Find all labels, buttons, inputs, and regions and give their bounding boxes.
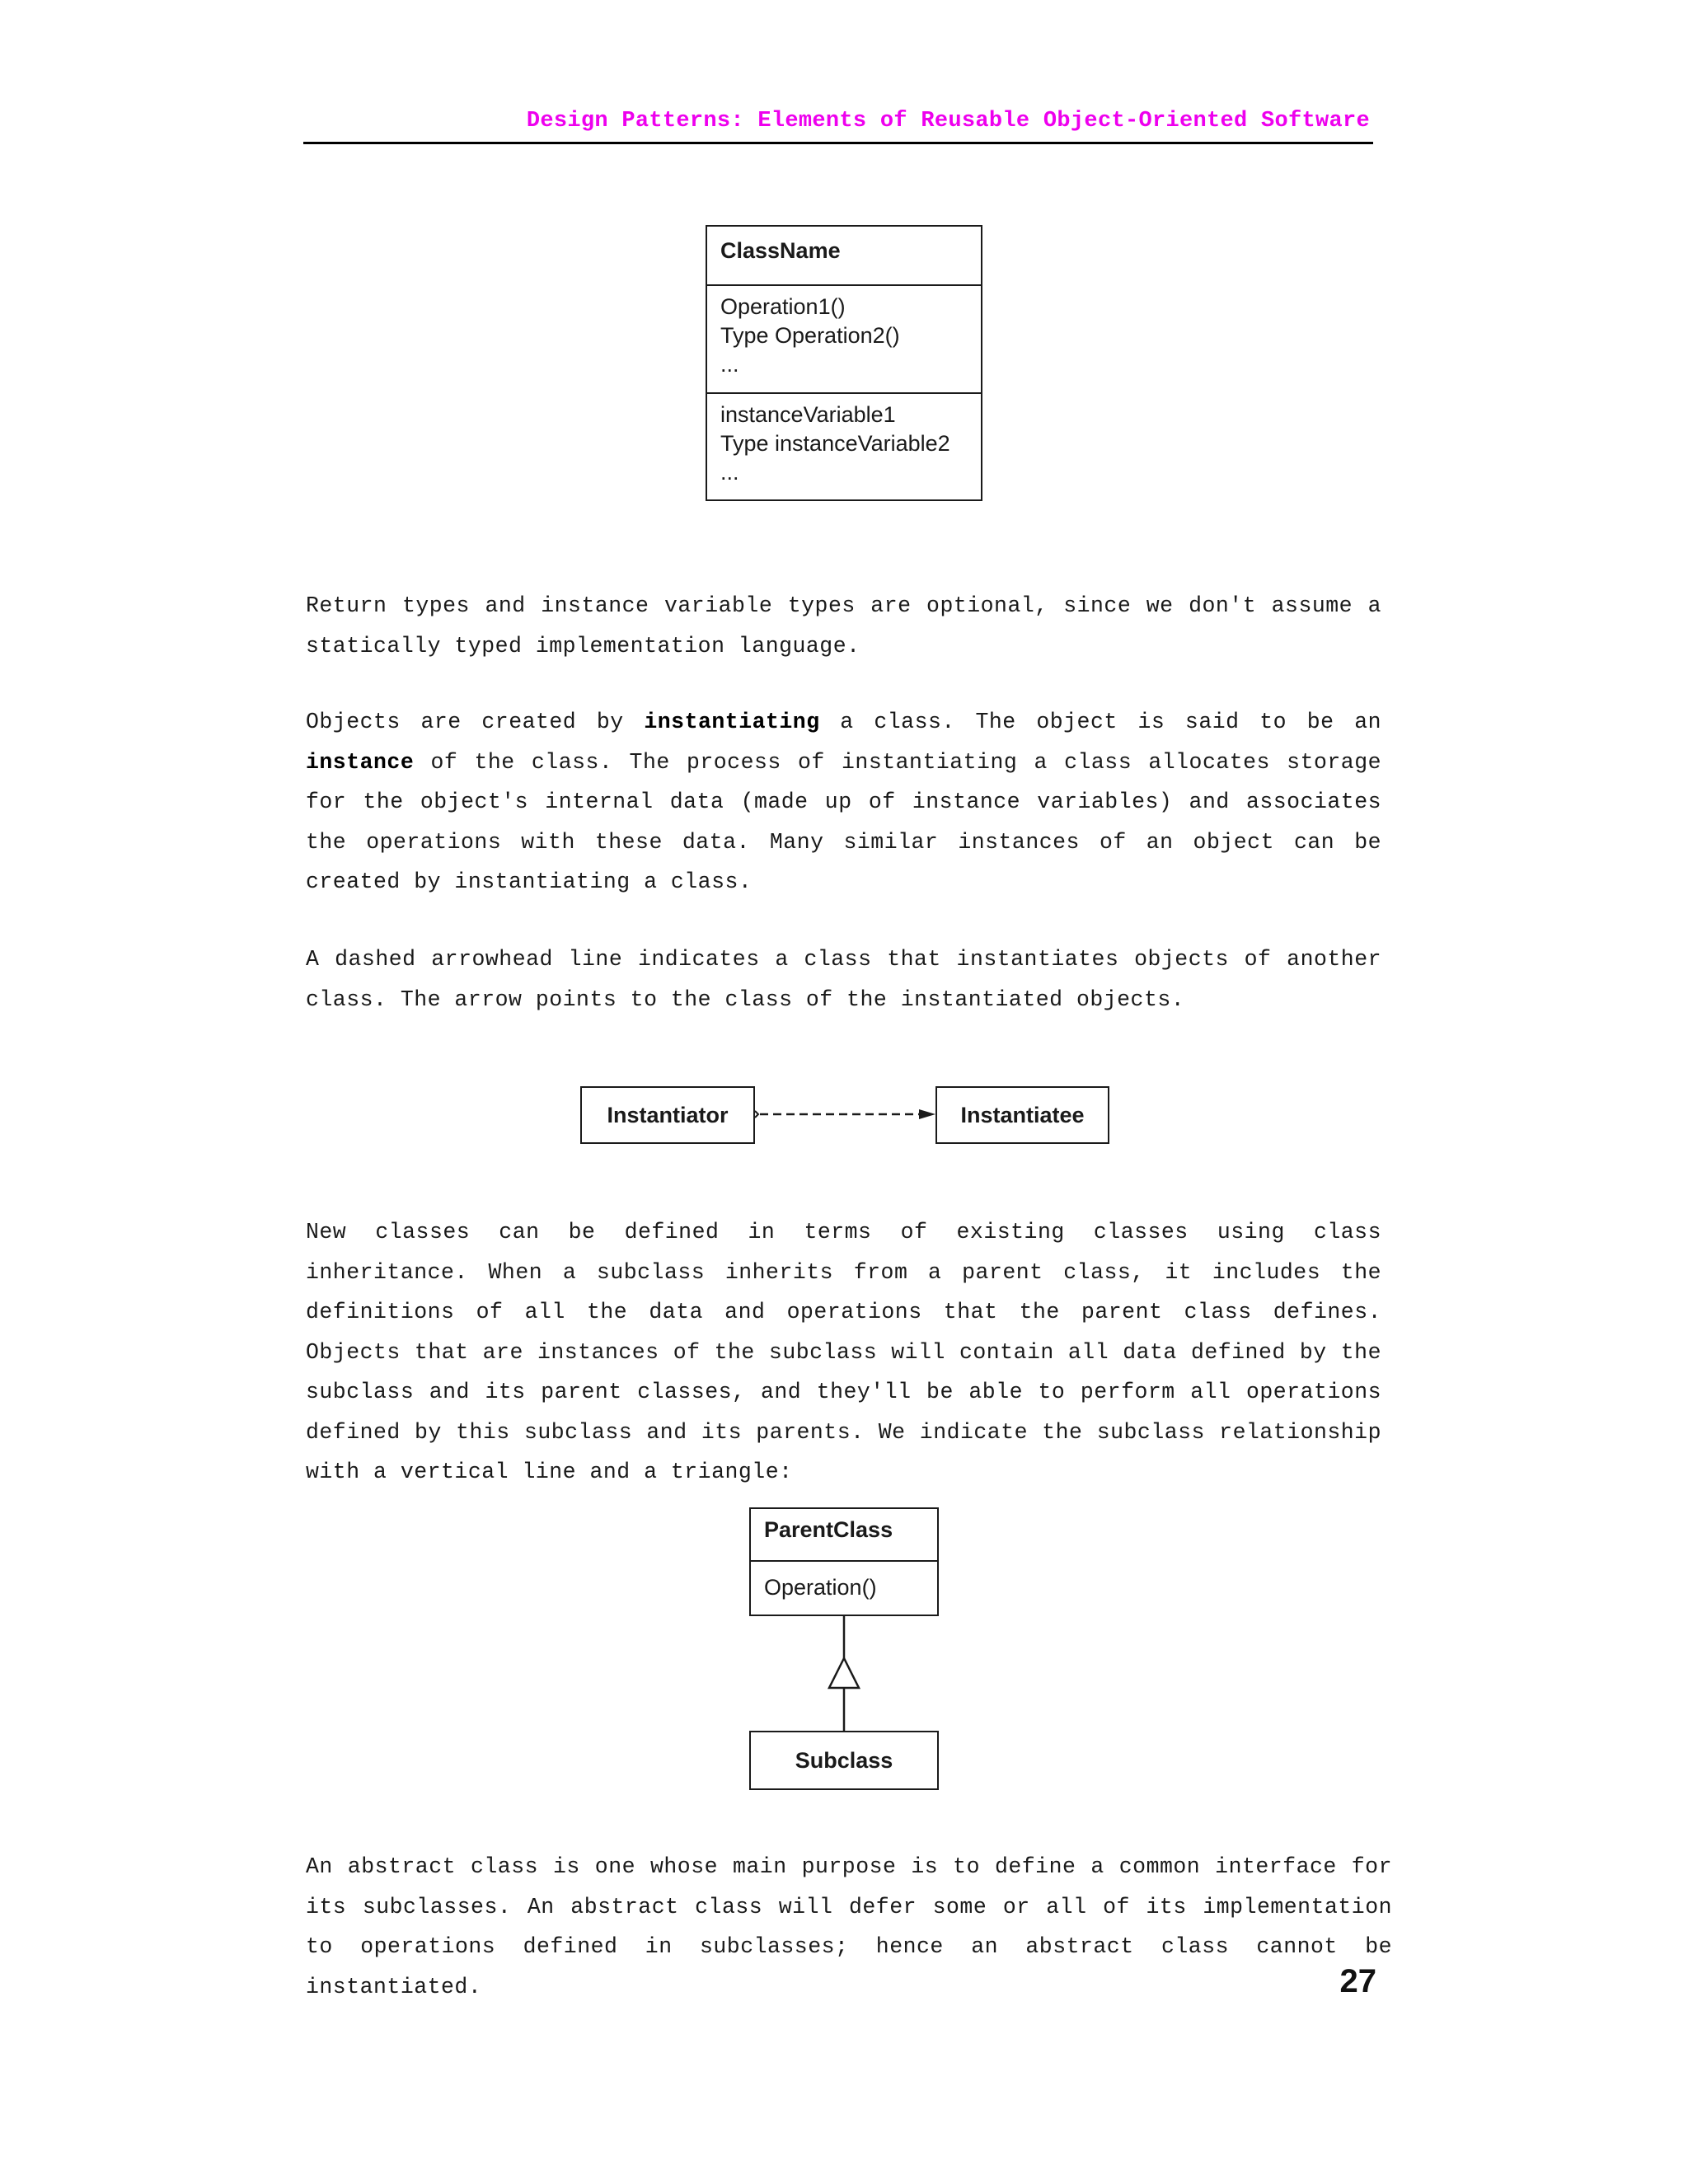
paragraph-dashed-arrow: A dashed arrowhead line indicates a class that instantiates objects of another class. The arrow points to the class of the instantiated objects. — [306, 947, 1381, 1012]
operation-line: ... — [720, 352, 739, 377]
operation-line: Type Operation2() — [720, 323, 900, 348]
variable-line: Type instanceVariable2 — [720, 431, 950, 456]
variable-line: instanceVariable1 — [720, 402, 896, 427]
instantiator-box — [580, 1086, 755, 1144]
operations-section — [707, 284, 981, 392]
dashed-instantiation-arrow — [752, 1103, 938, 1127]
paragraph-optional-types: Return types and instance variable types are optional, since we don't assume a statically typed implementation language. — [306, 593, 1381, 658]
term-instantiating: instantiating — [644, 710, 820, 734]
paragraph-inheritance: New classes can be defined in terms of existing classes using class inheritance. When a subclass inherits from a parent class, it includes the definitions of all the data and operations that the parent class defines. Objects that are instances of the subclass will contain all data defined by the subclass and its parent classes, and they'll be able to perform all operations defined by this subclass and its parents. We indicate the subclass relationship with a vertical line and a triangle: — [306, 1220, 1381, 1484]
subclass-box — [749, 1731, 939, 1790]
parent-class-name: ParentClass — [764, 1517, 893, 1542]
variable-line: ... — [720, 460, 739, 485]
variables-section — [707, 392, 981, 499]
parent-operations-section — [751, 1560, 937, 1616]
instantiator-label: Instantiator — [607, 1102, 729, 1127]
parent-operation-line: Operation() — [764, 1575, 877, 1600]
class-name: ClassName — [720, 238, 841, 263]
book-title: Design Patterns: Elements of Reusable Object-Oriented Software — [526, 109, 1370, 134]
operation-line: Operation1() — [720, 294, 846, 319]
inheritance-triangle-connector — [816, 1615, 872, 1732]
text-run: a class. The object is said to be an — [819, 710, 1381, 734]
paragraph-abstract-class: An abstract class is one whose main purpose is to define a common interface for its subclasses. An abstract class will defer some or all of its implementation to operations defined in subclasses; hence an abstract class cannot be instantiated. — [306, 1854, 1392, 1999]
class-diagram-box — [706, 225, 982, 501]
instantiatee-box — [935, 1086, 1109, 1144]
page-number: 27 — [1339, 1963, 1376, 1999]
subclass-label: Subclass — [795, 1747, 893, 1773]
text-run: Objects are created by — [306, 710, 645, 734]
parent-class-box — [749, 1507, 939, 1616]
running-header — [303, 109, 1373, 144]
text-run: of the class. The process of instantiating a class allocates storage for the object's internal data (made up of instance variables) and associates the operations with these data. Many similar instances of an object can be created by instantiating a class. — [306, 749, 1381, 894]
term-instance: instance — [306, 749, 415, 775]
instantiatee-label: Instantiatee — [960, 1102, 1085, 1127]
paragraph-instantiation — [306, 702, 1381, 902]
